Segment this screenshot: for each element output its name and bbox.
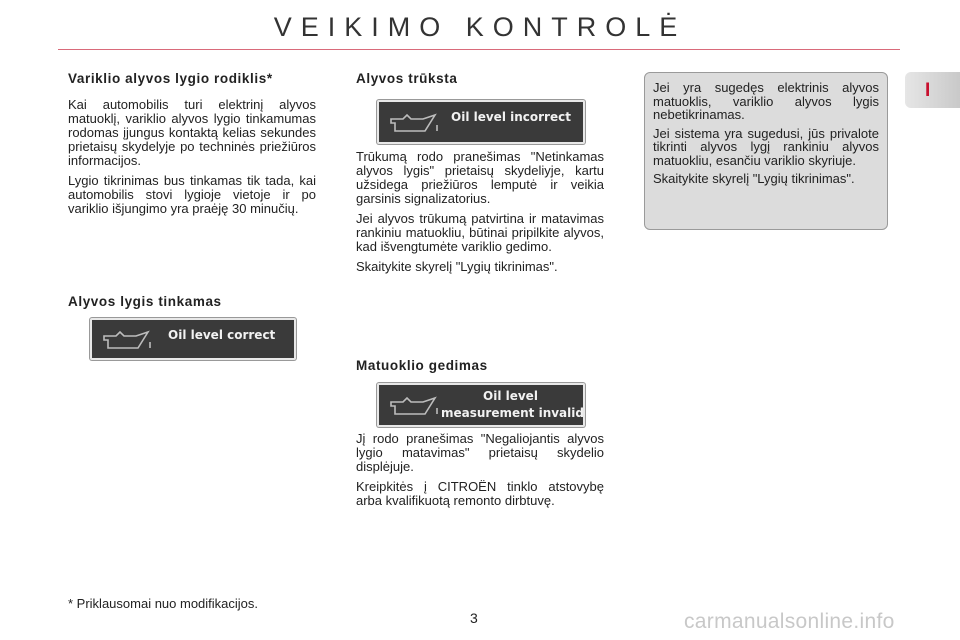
low-paragraph-2: Jei alyvos trūkumą patvirtina ir matavimas rankiniu matuokliu, būtinai pripilkite alyvos, kad išvengtumėte variklio gedimo. (356, 211, 604, 254)
ok-section (68, 295, 316, 309)
section-heading-oil-gauge: Variklio alyvos lygio rodiklis* (68, 71, 273, 86)
oil-can-icon (389, 111, 439, 135)
oil-can-icon (389, 394, 439, 418)
low-body (356, 150, 604, 280)
note-paragraph-1: Jei yra sugedęs elektrinis alyvos matuoklis, variklio alyvos lygis nebetikrinamas. (653, 80, 879, 122)
fault-body (356, 432, 604, 514)
note-box (644, 72, 888, 230)
page-number: 3 (470, 610, 478, 626)
left-paragraph-2: Lygio tikrinimas bus tinkamas tik tada, kai automobilis stovi lygioje vietoje ir po variklio išjungimo yra praėję 30 minučių. (68, 173, 316, 216)
left-column (68, 72, 316, 222)
chapter-tab (905, 72, 960, 108)
fault-paragraph-1: Jį rodo pranešimas "Negaliojantis alyvos lygio matavimas" prietaisų skydelio displėjuje. (356, 431, 604, 474)
ok-heading: Alyvos lygis tinkamas (68, 294, 222, 309)
page-title: VEIKIMO KONTROLĖ (273, 12, 687, 42)
display-message-fault-line2: measurement invalid (441, 406, 584, 420)
fault-heading: Matuoklio gedimas (356, 358, 488, 373)
oil-can-icon (102, 328, 152, 352)
low-paragraph-1: Trūkumą rodo pranešimas "Netinkamas alyvos lygis" prietaisų skydeliyje, kartu užsidega priežiūros lemputė ir veikia garsinis signalizatorius. (356, 149, 604, 206)
display-message-fault-line1: Oil level (483, 389, 538, 403)
display-message-low: Oil level incorrect (451, 110, 571, 124)
note-paragraph-3: Skaitykite skyrelį "Lygių tikrinimas". (653, 171, 855, 186)
low-section (356, 72, 604, 86)
low-paragraph-3: Skaitykite skyrelį "Lygių tikrinimas". (356, 259, 558, 274)
display-oil-level-correct (90, 318, 296, 360)
footnote: * Priklausomai nuo modifikacijos. (68, 596, 259, 611)
low-heading: Alyvos trūksta (356, 71, 458, 86)
note-paragraph-2: Jei sistema yra sugedusi, jūs privalote tikrinti alyvos lygį rankiniu alyvos matuokliu, esančiu variklio skyriuje. (653, 125, 879, 168)
fault-section (356, 359, 604, 373)
title-rule (58, 49, 900, 50)
display-oil-level-incorrect (377, 100, 585, 144)
left-paragraph-1: Kai automobilis turi elektrinį alyvos matuoklį, variklio alyvos lygio tinkamumas rodomas įjungus kontaktą kelias sekundes prietaisų skydelyje po techninės priežiūros informacijos. (68, 97, 316, 168)
fault-paragraph-2: Kreipkitės į CITROËN tinklo atstovybę arba kvalifikuotą remonto dirbtuvę. (356, 479, 604, 508)
display-message-ok: Oil level correct (168, 328, 276, 342)
display-measurement-invalid (377, 383, 585, 427)
watermark: carmanualsonline.info (684, 610, 895, 633)
chapter-marker: I (925, 80, 931, 101)
